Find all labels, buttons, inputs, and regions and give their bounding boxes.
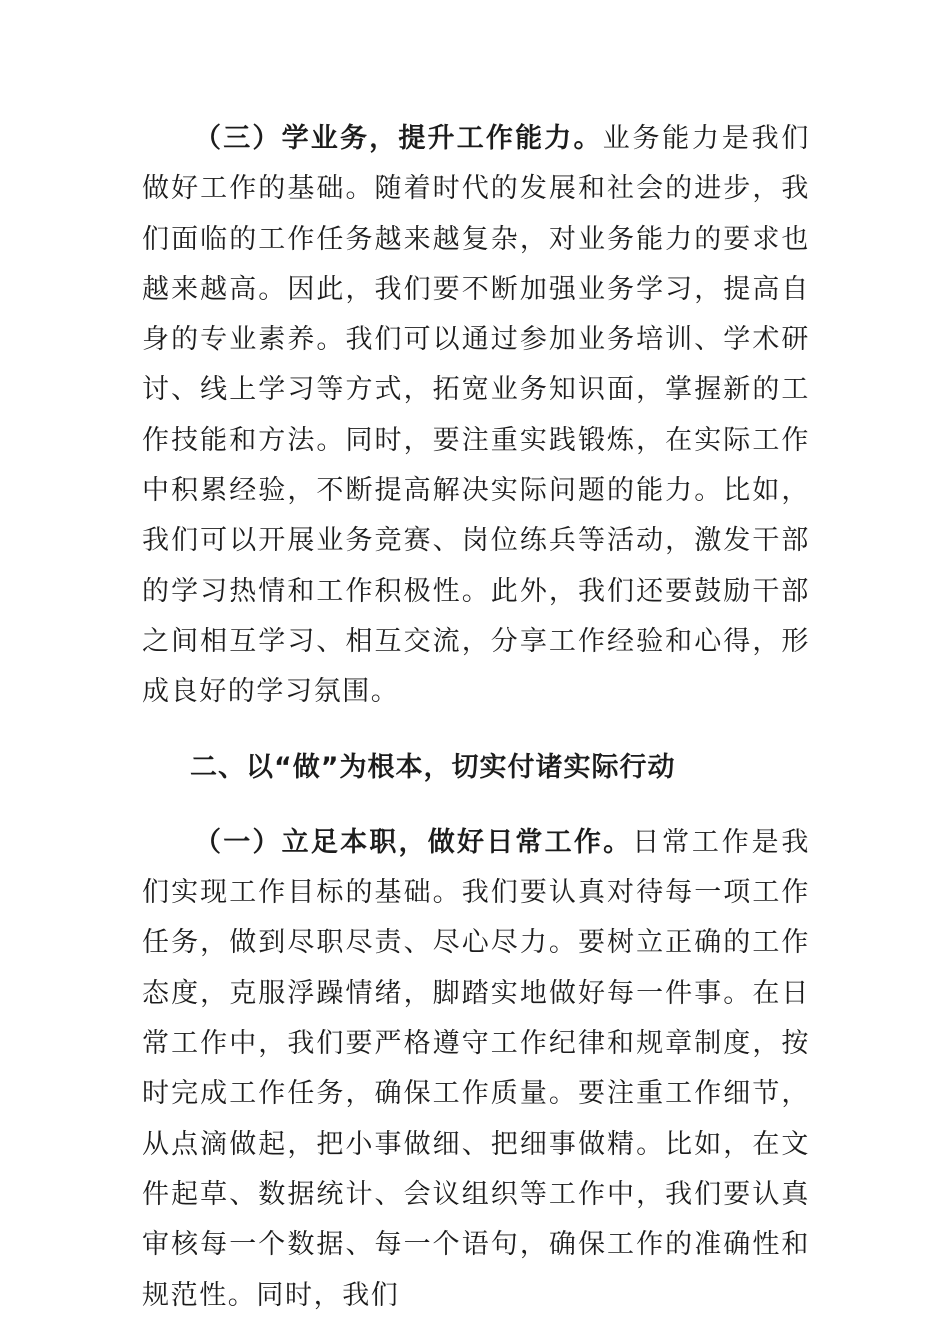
section-3-body: 业务能力是我们做好工作的基础。随着时代的发展和社会的进步，我们面临的工作任务越来越复杂，对业务能力的要求也越来越高。因此，我们要不断加强业务学习，提高自身的专业素养。我们可以通过参加业务培训、学术研讨、线上学习等方式，拓宽业务知识面，掌握新的工作技能和方法。同时，要注重实践锻炼，在实际工作中积累经验，不断提高解决实际问题的能力。比如，我们可以开展业务竞赛、岗位练兵等活动，激发干部的学习热情和工作积极性。此外，我们还要鼓励干部之间相互学习、相互交流，分享工作经验和心得，形成良好的学习氛围。 bbox=[142, 123, 811, 708]
part-2-section-1-heading: （一）立足本职，做好日常工作。 bbox=[194, 826, 633, 858]
paragraph-gap bbox=[142, 718, 810, 743]
part-2-heading: 二、以“做”为根本，切实付诸实际行动 bbox=[190, 751, 676, 783]
document-page bbox=[142, 114, 810, 1321]
section-3-heading: （三）学业务，提升工作能力。 bbox=[194, 123, 603, 154]
part-2-section-1-body: 日常工作是我们实现工作目标的基础。我们要认真对待每一项工作任务，做到尽职尽责、尽心尽力。要树立正确的工作态度，克服浮躁情绪，脚踏实地做好每一件事。在日常工作中，我们要严格遵守工作纪律和规章制度，按时完成工作任务，确保工作质量。要注重工作细节，从点滴做起，把小事做细、把细事做精。比如，在文件起草、数据统计、会议组织等工作中，我们要认真审核每一个数据、每一个语句，确保工作的准确性和规范性。同时，我们 bbox=[142, 826, 810, 1311]
paragraph-part-2-section-1 bbox=[142, 818, 810, 1321]
paragraph-gap bbox=[142, 793, 810, 818]
paragraph-section-3 bbox=[142, 114, 810, 718]
